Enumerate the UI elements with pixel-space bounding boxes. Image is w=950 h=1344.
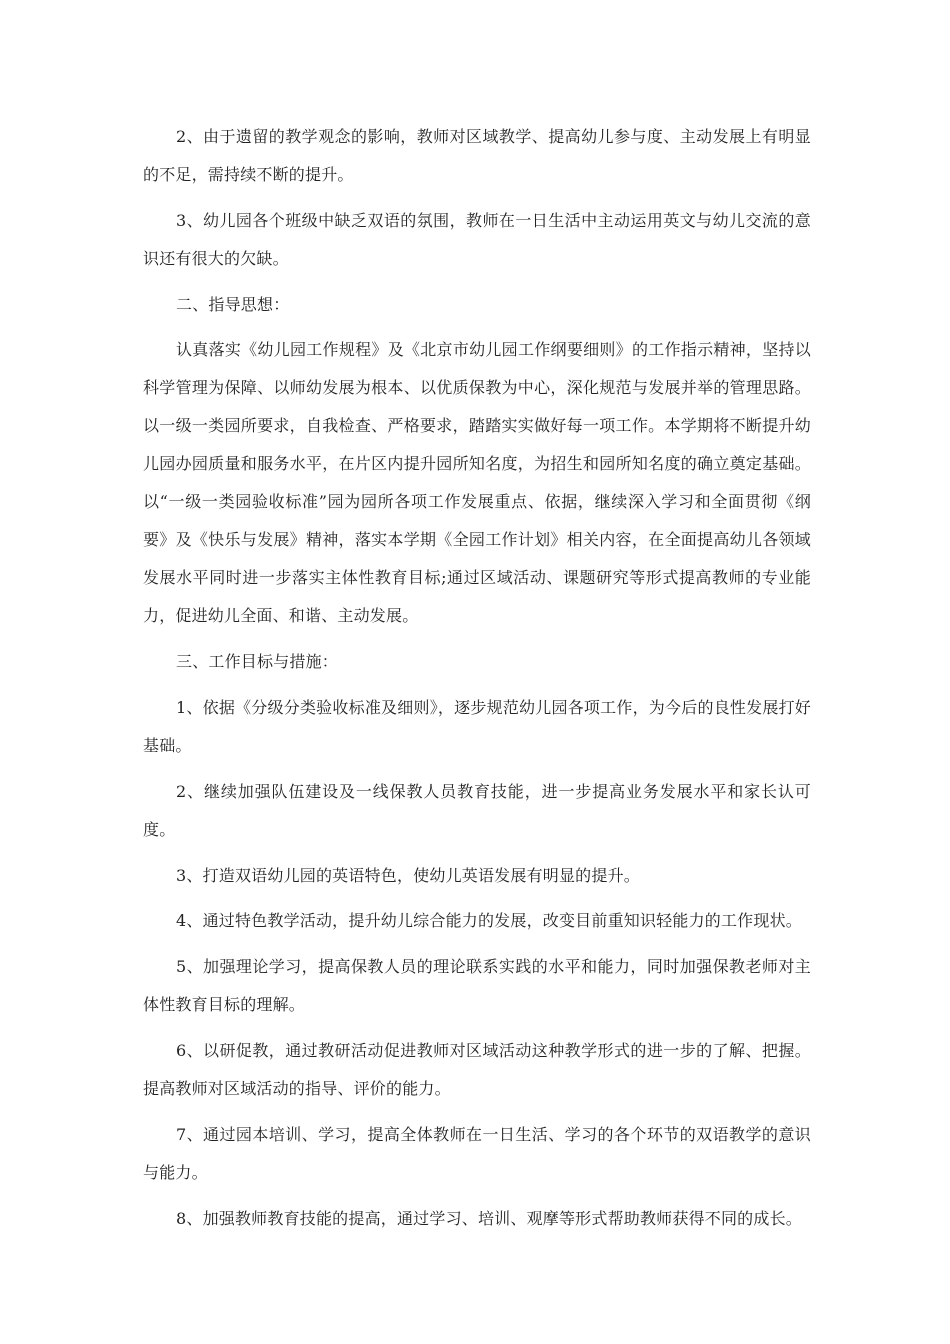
goal-item-5: 5、加强理论学习，提高保教人员的理论联系实践的水平和能力，同时加强保教老师对主体性教育目标的理解。 bbox=[143, 957, 811, 1015]
section-heading-guiding-ideology: 二、指导思想： bbox=[176, 294, 290, 314]
document-page bbox=[143, 118, 811, 1245]
goal-item-6: 6、以研促教，通过教研活动促进教师对区域活动这种教学形式的进一步的了解、把握。提高教师对区域活动的指导、评价的能力。 bbox=[143, 1040, 811, 1098]
goal-item-2: 2、继续加强队伍建设及一线保教人员教育技能，进一步提高业务发展水平和家长认可度。 bbox=[143, 781, 811, 839]
goal-item-4: 4、通过特色教学活动，提升幼儿综合能力的发展，改变目前重知识轻能力的工作现状。 bbox=[176, 911, 802, 931]
goal-item-3: 3、打造双语幼儿园的英语特色，使幼儿英语发展有明显的提升。 bbox=[176, 865, 640, 885]
goal-item-8: 8、加强教师教育技能的提高，通过学习、培训、观摩等形式帮助教师获得不同的成长。 bbox=[176, 1208, 802, 1228]
paragraph-point-3-bilingual-atmosphere: 3、幼儿园各个班级中缺乏双语的氛围，教师在一日生活中主动运用英文与幼儿交流的意识还有很大的欠缺。 bbox=[143, 210, 811, 268]
paragraph-guiding-ideology-body: 认真落实《幼儿园工作规程》及《北京市幼儿园工作纲要细则》的工作指示精神，坚持以科学管理为保障、以师幼发展为根本、以优质保教为中心，深化规范与发展并举的管理思路。以一级一类园所要求，自我检查、严格要求，踏踏实实做好每一项工作。本学期将不断提升幼儿园办园质量和服务水平，在片区内提升园所知名度，为招生和园所知名度的确立奠定基础。以“一级一类园验收标准”园为园所各项工作发展重点、依据，继续深入学习和全面贯彻《纲要》及《快乐与发展》精神，落实本学期《全园工作计划》相关内容，在全面提高幼儿各领域发展水平同时进一步落实主体性教育目标;通过区域活动、课题研究等形式提高教师的专业能力，促进幼儿全面、和谐、主动发展。 bbox=[143, 340, 811, 626]
section-heading-goals-and-measures: 三、工作目标与措施： bbox=[176, 652, 339, 672]
paragraph-point-2-teaching-concepts: 2、由于遗留的教学观念的影响，教师对区域教学、提高幼儿参与度、主动发展上有明显的不足，需持续不断的提升。 bbox=[143, 127, 811, 184]
goal-item-7: 7、通过园本培训、学习，提高全体教师在一日生活、学习的各个环节的双语教学的意识与能力。 bbox=[143, 1124, 811, 1182]
goal-item-1: 1、依据《分级分类验收标准及细则》，逐步规范幼儿园各项工作，为今后的良性发展打好基础。 bbox=[143, 697, 811, 755]
